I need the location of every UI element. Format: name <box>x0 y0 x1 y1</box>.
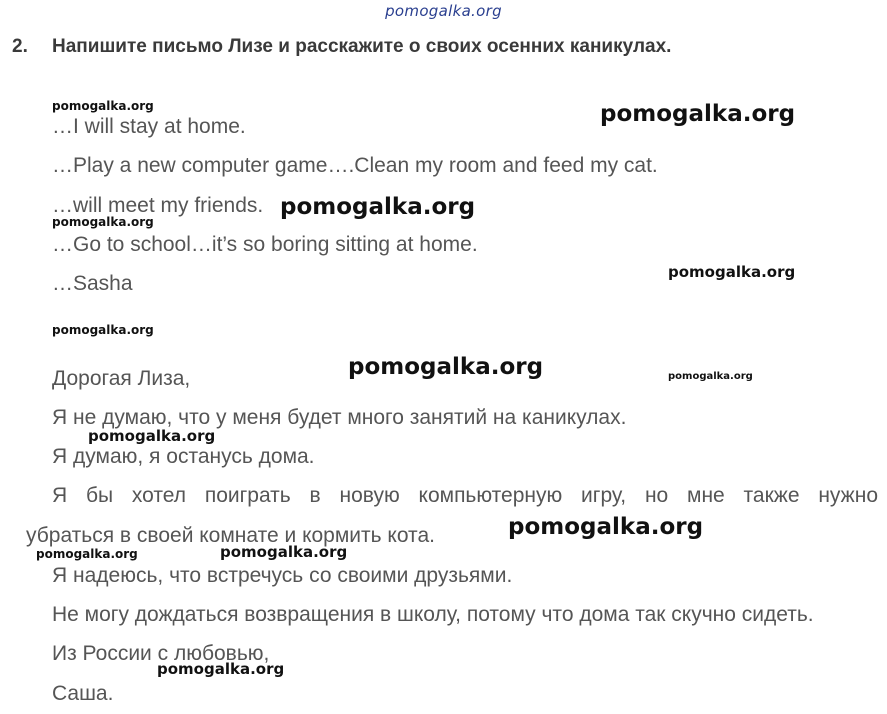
letter-line: Я думаю, я останусь дома. <box>52 445 315 468</box>
english-line: …will meet my friends. <box>52 194 264 217</box>
watermark: pomogalka.org <box>157 660 285 678</box>
letter-line: Я надеюсь, что встречусь со своими друзьями. <box>52 564 513 587</box>
english-line: …Sasha <box>52 272 133 295</box>
task-number: 2. <box>12 36 28 57</box>
watermark: pomogalka.org <box>88 427 216 445</box>
site-header-watermark: pomogalka.org <box>385 2 502 20</box>
watermark: pomogalka.org <box>508 514 704 540</box>
letter-line: убраться в своей комнате и кормить кота. <box>26 524 435 547</box>
letter-closing: Из России с любовью, <box>52 642 270 665</box>
letter-line: Не могу дождаться возвращения в школу, потому что дома так скучно сидеть. <box>52 603 814 626</box>
english-line: …I will stay at home. <box>52 115 246 138</box>
watermark: pomogalka.org <box>52 215 154 229</box>
letter-line: Я не думаю, что у меня будет много занятий на каникулах. <box>52 406 627 429</box>
watermark: pomogalka.org <box>600 101 796 127</box>
letter-line: Я бы хотел поиграть в новую компьютерную игру, но мне также нужно <box>52 484 878 507</box>
watermark: pomogalka.org <box>36 547 138 561</box>
english-line: …Go to school…it’s so boring sitting at home. <box>52 233 478 256</box>
watermark: pomogalka.org <box>668 371 753 382</box>
watermark: pomogalka.org <box>668 263 796 281</box>
watermark: pomogalka.org <box>52 323 154 337</box>
watermark: pomogalka.org <box>280 194 476 220</box>
watermark: pomogalka.org <box>52 99 154 113</box>
watermark: pomogalka.org <box>220 543 348 561</box>
letter-greeting: Дорогая Лиза, <box>52 367 191 390</box>
letter-signature: Саша. <box>52 682 114 705</box>
task-text: Напишите письмо Лизе и расскажите о своих осенних каникулах. <box>52 36 672 57</box>
english-line: …Play a new computer game….Clean my room and feed my cat. <box>52 154 658 177</box>
watermark: pomogalka.org <box>348 354 544 380</box>
task-heading <box>12 36 671 58</box>
